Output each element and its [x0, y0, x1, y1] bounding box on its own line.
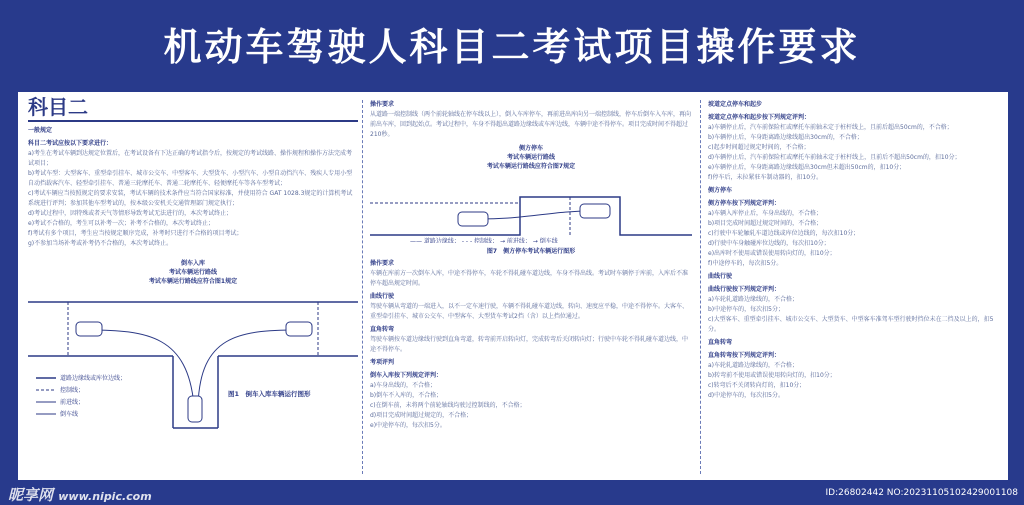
slope-item: a)车辆停止后，汽车前保险杠或摩托车前轴未定于桩杆线上，且前后超出50cm的，不合格；	[708, 124, 953, 131]
general-para: c)考试车辆应当按照规定的要求安装，考试车辆的技术条件应当符合国家标准，并使用符合 GAT 1028.3规定的计算机考试系统进行评判；参加其他车型考试的，按本级公安机关交通管理部门规定执行；	[28, 190, 353, 207]
op-heading: 操作要求	[370, 101, 395, 108]
footer-bar	[0, 480, 1024, 504]
slope-item: c)起步时间超过规定时间的，不合格；	[708, 144, 810, 151]
eval-item: b)倒车不入库的，不合格；	[370, 392, 443, 399]
figure1-caption: 图1 倒车入库车辆运行图形	[228, 390, 311, 398]
slope-item: b)车辆停止后，车身距离路边缘线超出30cm的，不合格；	[708, 134, 863, 141]
eval-item: c)在倒车前，未将两个前轮轴线均驶过控制线的，不合格；	[370, 402, 526, 409]
general-para: b)考试车型：大型客车、重型牵引挂车、城市公交车、中型客车、大型货车、小型汽车、小型自动挡汽车、残疾人专用小型自动挡载客汽车、轻型牵引挂车、普通三轮摩托车、普通二轮摩托车、轻便摩托车等各车型考试；	[28, 170, 353, 187]
curve-eval-item: c)大型客车、重型牵引挂车、城市公交车、大型货车、中型客车准驾车型行驶时挡位未在二挡及以上的，扣5分。	[708, 316, 994, 333]
figure1-diagram	[28, 286, 358, 436]
right-eval-item: d)中途停车的，每次扣5分。	[708, 392, 784, 399]
general-subheading: 科目二考试应按以下要求进行：	[28, 140, 113, 147]
general-para: a)考生在考试车辆到达规定位置后，在考试设备有下达正确的考试指令后，按规定的考试线路、操作规程和操作方法完成考试项目；	[28, 150, 353, 167]
side-park-subheading: 侧方停车按下列规定评判：	[708, 200, 781, 207]
general-para: g)不参加当场补考或补考仍不合格的，本次考试终止。	[28, 240, 173, 247]
car-icon	[286, 322, 312, 336]
figure7-sub2: 考试车辆运行路线应符合图7规定	[486, 163, 576, 170]
legend-edge: 道路边缘线或库位边线；	[60, 375, 127, 382]
car-icon	[580, 204, 610, 218]
general-para: e)考试不合格的，考生可以补考一次；补考不合格的，本次考试终止；	[28, 220, 215, 227]
right-eval-heading: 直角转弯	[708, 339, 733, 346]
slope-item: d)车辆停止后，汽车前保险杠或摩托车前轴未定于桩杆线上，且前后不超出50cm的，扣10分；	[708, 154, 961, 161]
curve-eval-item: b)中途停车的，每次扣5分；	[708, 306, 784, 313]
side-park-item: d)行驶中车身触碰库位边线的，每次扣10分；	[708, 240, 830, 247]
curve-eval-item: a)车轮轧道路边缘线的，不合格；	[708, 296, 799, 303]
side-park-item: f)中途停车的，每次扣5分。	[708, 260, 783, 267]
side-park-item: c)行驶中车轮触轧车道边线或库位边线的，每次扣10分；	[708, 230, 860, 237]
figure7-legend: —— 道路边缘线； - - - 控制线； → 前进线； → 倒车线	[410, 238, 558, 243]
figure7-diagram	[370, 171, 692, 243]
reverse-path	[478, 211, 592, 219]
legend-reverse: 倒车线	[60, 411, 79, 418]
figure7-sub1: 考试车辆运行路线	[506, 154, 555, 161]
car-icon	[188, 396, 202, 422]
curve-eval-heading: 曲线行驶	[708, 273, 733, 280]
right-angle-heading: 直角转弯	[370, 326, 395, 333]
figure7-name: 侧方停车	[518, 145, 543, 152]
reverse-path-left	[88, 330, 194, 406]
curve-heading: 曲线行驶	[370, 293, 395, 300]
side-park-item: b)项目完成时间超过规定时间的，不合格；	[708, 220, 823, 227]
general-para: d)考试过程中，因特殊或者天气等情形导致考试无法进行的，本次考试终止；	[28, 210, 233, 217]
column-divider	[362, 100, 363, 474]
watermark-url: www.nipic.com	[58, 490, 152, 503]
section-heading: 科目二	[28, 95, 88, 119]
eval-item: a)车身出线的，不合格；	[370, 382, 437, 389]
slope-subheading: 坡道定点停车和起步按下列规定评判：	[708, 114, 811, 121]
heading-rule	[28, 120, 358, 122]
slope-heading: 坡道定点停车和起步	[708, 101, 763, 108]
figure1-sub2: 考试车辆运行路线应符合图1规定	[148, 278, 238, 285]
side-park-item: e)出库时不使用或错误使用转向灯的，扣10分；	[708, 250, 836, 257]
car-icon	[458, 212, 488, 226]
column-3	[708, 92, 998, 480]
op2-heading: 操作要求	[370, 260, 395, 267]
eval-subheading: 倒车入库按下列规定评判：	[370, 372, 443, 379]
right-angle-text: 驾驶车辆按车道边缘线行驶到直角弯道，转弯前开启转向灯，完成转弯后关闭转向灯；行驶中车轮不得轧碰车道边线，中途不得停车。	[370, 336, 689, 353]
slope-item: f)停车后，未拉紧驻车制动器的，扣10分。	[708, 174, 823, 181]
page-title: 机动车驾驶人科目二考试项目操作要求	[163, 24, 861, 69]
slope-item: e)车辆停止后，车身距离路边缘线超出30cm但未超出50cm的，扣10分；	[708, 164, 906, 171]
eval-item: e)中途停车的，每次扣5分。	[370, 422, 446, 429]
op-text: 从道路一端控制线（两个前轮轴线在停车线以上），倒入车库停车，再前进出库向另一端控制线，停车后倒车入车库，再向前出车库，回到起始点。考试过程中，车身不得超出道路边缘线或车库边线，车辆中途不得停车。项目完成时间不得超过210秒。	[370, 111, 692, 138]
figure1-name: 倒车入库	[180, 260, 205, 267]
car-icon	[76, 322, 102, 336]
general-para: f)考试有多个项目，考生应当按规定顺序完成，补考时只进行不合格的项目考试；	[28, 230, 243, 237]
right-eval-item: c)转弯后不关闭转向灯的，扣10分；	[708, 382, 806, 389]
image-id-text: ID:26802442 NO:20231105102429001108	[825, 488, 1018, 498]
eval-heading: 考项评判	[370, 359, 395, 366]
right-eval-item: a)车轮轧道路边缘线的，不合格；	[708, 362, 799, 369]
op2-text: 车辆在库前方一次倒车入库，中途不得停车，车轮不得轧碰车道边线，车身不得出线。考试时车辆停于库前，入库后不准停车超出规定时间。	[370, 270, 689, 287]
watermark-logo	[8, 484, 152, 505]
legend-forward: 前进线；	[60, 399, 85, 406]
watermark-text: 昵享网	[8, 486, 54, 504]
figure1-sub1: 考试车辆运行路线	[168, 269, 217, 276]
side-park-item: a)车辆入库停止后，车身出线的，不合格；	[708, 210, 823, 217]
side-park-heading: 侧方停车	[708, 187, 733, 194]
figure1-legend	[36, 374, 126, 418]
column-divider	[700, 100, 701, 474]
curve-eval-subheading: 曲线行驶按下列规定评判：	[708, 286, 781, 293]
content-panel	[18, 92, 1008, 480]
curve-text: 驾驶车辆从弯道的一端进入，以不一定车速行驶，车辆不得轧碰车道边线，转向、速度应平稳，中途不得停车。大客车、重型牵引挂车、城市公交车、中型客车、大型货车考试2挡（含）以上挡位通过。	[370, 303, 689, 320]
right-eval-subheading: 直角转弯按下列规定评判：	[708, 352, 781, 359]
eval-item: d)项目完成时间超过规定的，不合格；	[370, 412, 473, 419]
general-heading: 一般规定	[28, 127, 53, 134]
right-eval-item: b)转弯前不使用或错误使用转向灯的，扣10分；	[708, 372, 836, 379]
column-1	[28, 92, 358, 480]
legend-control: 控制线；	[60, 387, 85, 394]
figure7-caption: 图7 侧方停车考试车辆运行图形	[486, 248, 576, 255]
column-2	[370, 92, 692, 480]
